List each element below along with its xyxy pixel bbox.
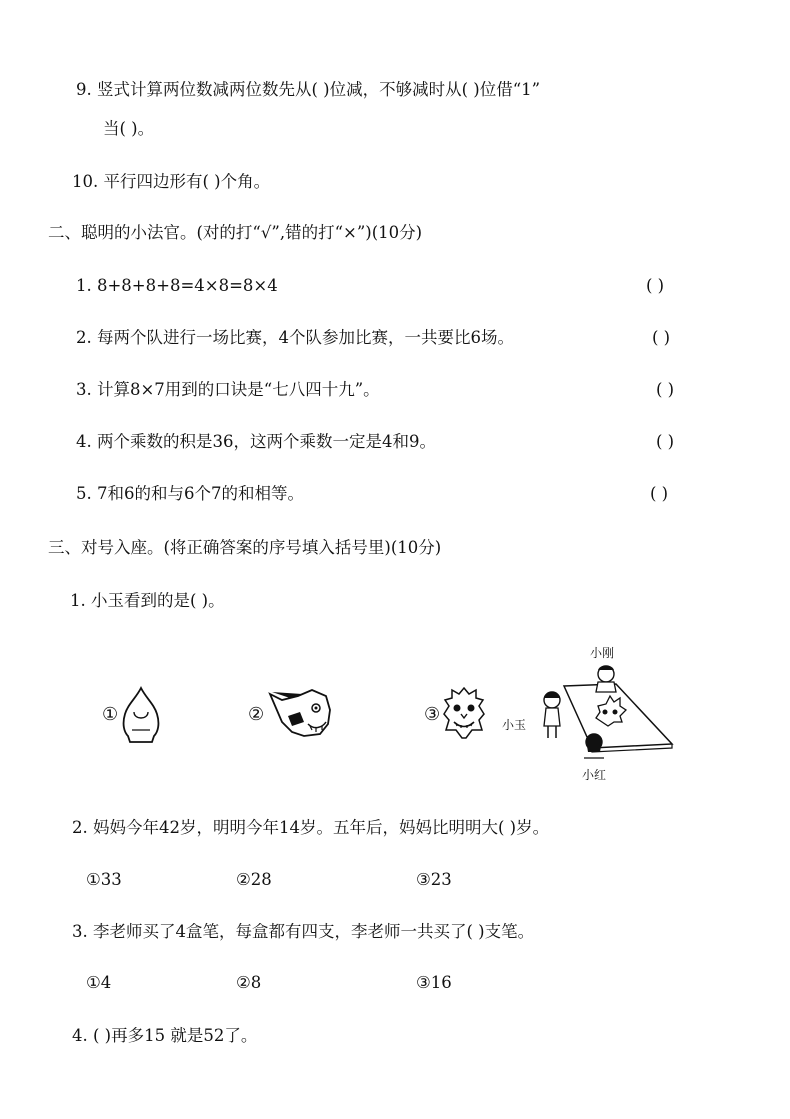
- choice-question-1: 1. 小玉看到的是( )。: [70, 591, 225, 610]
- choice-question-3: 3. 李老师买了4盒笔，每盒都有四支，李老师一共买了( )支笔。: [72, 922, 535, 941]
- answer-paren-2[interactable]: ( ): [652, 328, 671, 347]
- q2-option-3[interactable]: ③23: [416, 870, 452, 889]
- lion-side-view-figure: [268, 686, 334, 738]
- judge-item-2: 2. 每两个队进行一场比赛，4个队参加比赛，一共要比6场。: [76, 328, 514, 347]
- question-10: 10. 平行四边形有( )个角。: [72, 172, 271, 191]
- lion-back-view-figure: [118, 684, 164, 746]
- answer-paren-1[interactable]: ( ): [646, 276, 665, 295]
- option-2-label: ②: [248, 704, 265, 725]
- q2-option-1[interactable]: ①33: [86, 870, 122, 889]
- judge-item-5: 5. 7和6的和与6个7的和相等。: [76, 484, 304, 503]
- question-9-line2: 当( )。: [103, 119, 155, 138]
- choice-question-2: 2. 妈妈今年42岁，明明今年14岁。五年后，妈妈比明明大( )岁。: [72, 818, 550, 837]
- question-9-line1: 9. 竖式计算两位数减两位数先从( )位减，不够减时从( )位借“1”: [76, 80, 541, 99]
- answer-paren-5[interactable]: ( ): [650, 484, 669, 503]
- lion-front-view-figure: [442, 686, 486, 740]
- option-1-label: ①: [102, 704, 119, 725]
- choice-question-4: 4. ( )再多15 就是52了。: [72, 1026, 258, 1045]
- section-3-heading: 三、对号入座。(将正确答案的序号填入括号里)(10分): [48, 538, 442, 557]
- q3-option-2[interactable]: ②8: [236, 973, 262, 992]
- q3-option-1[interactable]: ①4: [86, 973, 112, 992]
- label-xiaogang: 小刚: [590, 646, 615, 660]
- judge-item-3: 3. 计算8×7用到的口诀是“七八四十九”。: [76, 380, 380, 399]
- option-3-label: ③: [424, 704, 441, 725]
- q3-option-3[interactable]: ③16: [416, 973, 452, 992]
- section-2-heading: 二、聪明的小法官。(对的打“√”,错的打“×”)(10分): [48, 223, 423, 242]
- q2-option-2[interactable]: ②28: [236, 870, 272, 889]
- table-scene-illustration: [534, 660, 678, 768]
- label-xiaohong: 小红: [582, 768, 607, 782]
- judge-item-1: 1. 8+8+8+8=4×8=8×4: [76, 276, 278, 295]
- answer-paren-4[interactable]: ( ): [656, 432, 675, 451]
- judge-item-4: 4. 两个乘数的积是36，这两个乘数一定是4和9。: [76, 432, 436, 451]
- label-xiaoyu: 小玉: [502, 718, 527, 732]
- answer-paren-3[interactable]: ( ): [656, 380, 675, 399]
